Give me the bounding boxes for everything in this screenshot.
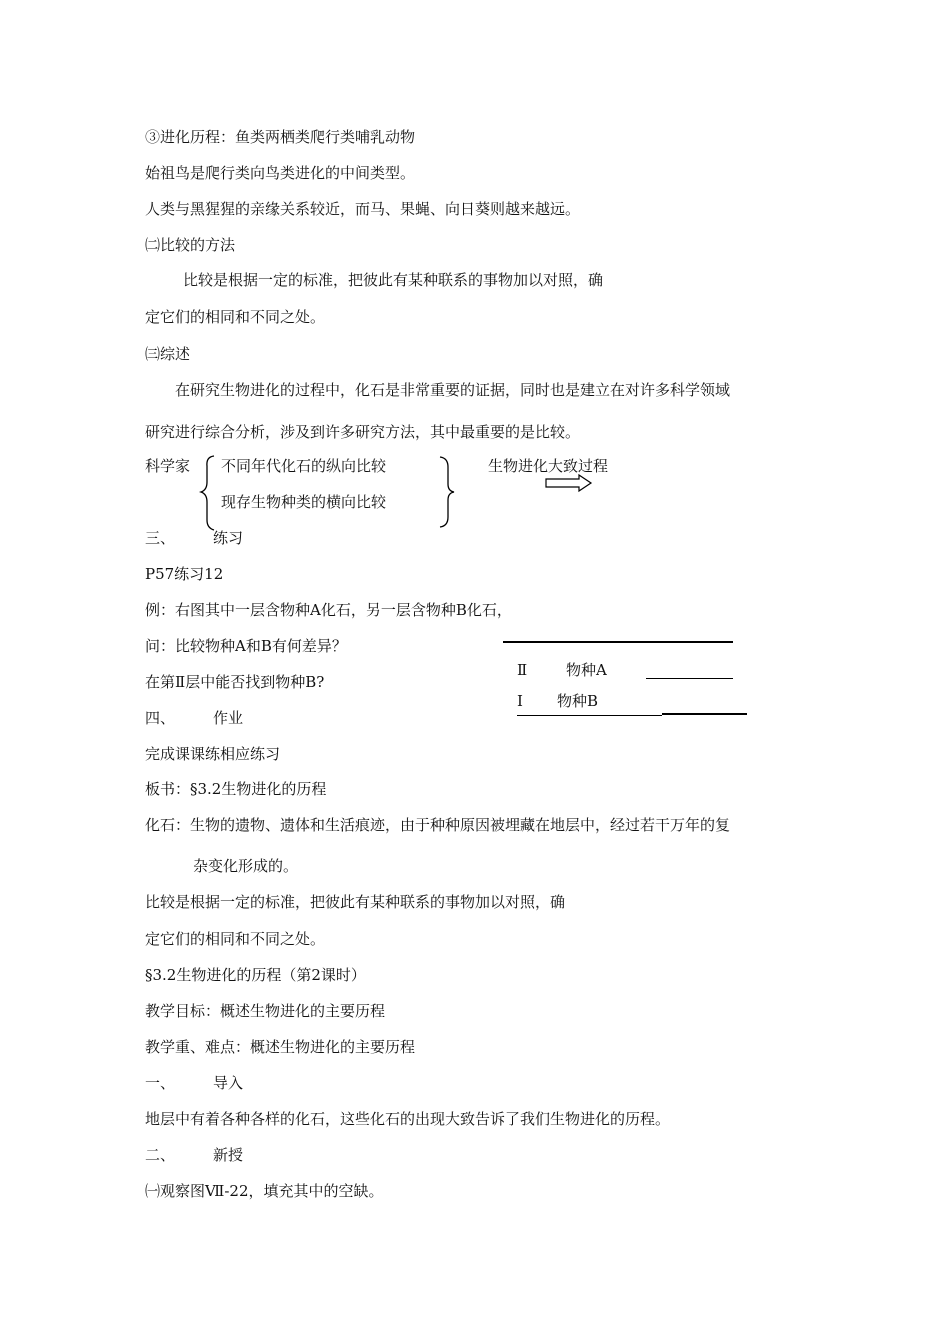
summary-paragraph-2: 研究进行综合分析，涉及到许多研究方法，其中最重要的是比较。 xyxy=(145,423,581,441)
fossil-definition-1: 化石：生物的遗物、遗体和生活痕迹，由于种种原因被埋藏在地层中，经过若干万年的复 xyxy=(145,816,731,834)
blackboard-title: 板书：§3.2生物进化的历程 xyxy=(145,780,327,798)
kinship-line: 人类与黑猩猩的亲缘关系较近，而马、果蝇、向日葵则越来越远。 xyxy=(145,200,581,218)
comparison-board-1: 比较是根据一定的标准，把彼此有某种联系的事物加以对照，确 xyxy=(145,893,566,911)
evolution-process-label: 生物进化大致过程 xyxy=(488,457,609,475)
strata-bottom-thick-line xyxy=(662,713,747,715)
teaching-goal: 教学目标：概述生物进化的主要历程 xyxy=(145,1002,386,1020)
question-line-2: 在第Ⅱ层中能否找到物种B? xyxy=(145,673,325,691)
heading-introduction xyxy=(145,1073,243,1093)
heading-number: 一、 xyxy=(145,1074,176,1092)
layer-2-species: 物种A xyxy=(566,661,607,679)
layer-boundary-line xyxy=(646,678,733,679)
heading-title: 作业 xyxy=(213,709,244,727)
comparison-board-2: 定它们的相同和不同之处。 xyxy=(145,930,326,948)
heading-number: 四、 xyxy=(145,709,176,727)
heading-number: 三、 xyxy=(145,529,176,547)
layer-1-species: 物种B xyxy=(557,692,599,710)
homework-line: 完成课课练相应练习 xyxy=(145,745,281,763)
evolution-history-line: ③进化历程：鱼类两栖类爬行类哺乳动物 xyxy=(145,128,416,146)
strata-top-line xyxy=(503,641,733,643)
heading-homework xyxy=(145,708,243,728)
heading-title: 导入 xyxy=(213,1074,244,1092)
right-brace-icon xyxy=(437,454,459,530)
question-line-1: 问：比较物种A和B有何差异？ xyxy=(145,637,347,655)
exercise-reference: P57练习12 xyxy=(145,565,224,583)
hollow-arrow-icon xyxy=(545,474,593,492)
observe-figure-line: ㈠观察图Ⅶ-22，填充其中的空缺。 xyxy=(145,1182,384,1200)
method-vertical-comparison: 不同年代化石的纵向比较 xyxy=(221,457,387,475)
strata-bottom-thin-line xyxy=(517,715,662,716)
method-horizontal-comparison: 现存生物种类的横向比较 xyxy=(221,493,387,511)
section-summary: ㈢综述 xyxy=(145,345,191,363)
heading-title: 练习 xyxy=(213,529,244,547)
teaching-focus: 教学重、难点：概述生物进化的主要历程 xyxy=(145,1038,416,1056)
left-brace-icon xyxy=(198,452,218,532)
layer-2-label: Ⅱ xyxy=(517,661,528,679)
heading-number: 二、 xyxy=(145,1146,176,1164)
scientist-label: 科学家 xyxy=(145,457,191,475)
comparison-definition-1: 比较是根据一定的标准，把彼此有某种联系的事物加以对照，确 xyxy=(183,271,604,289)
heading-practice xyxy=(145,528,243,548)
layer-1-label: Ⅰ xyxy=(517,692,523,710)
heading-new-lesson xyxy=(145,1145,243,1165)
archaeopteryx-line: 始祖鸟是爬行类向鸟类进化的中间类型。 xyxy=(145,164,416,182)
fossil-definition-2: 杂变化形成的。 xyxy=(193,857,299,875)
summary-paragraph-1: 在研究生物进化的过程中，化石是非常重要的证据，同时也是建立在对许多科学领域 xyxy=(175,381,731,399)
example-line: 例：右图其中一层含物种A化石，另一层含物种B化石， xyxy=(145,601,512,619)
lesson-2-title: §3.2生物进化的历程（第2课时） xyxy=(145,966,366,984)
heading-title: 新授 xyxy=(213,1146,244,1164)
comparison-definition-2: 定它们的相同和不同之处。 xyxy=(145,308,326,326)
section-comparison-method: ㈡比较的方法 xyxy=(145,236,236,254)
introduction-line: 地层中有着各种各样的化石，这些化石的出现大致告诉了我们生物进化的历程。 xyxy=(145,1110,671,1128)
